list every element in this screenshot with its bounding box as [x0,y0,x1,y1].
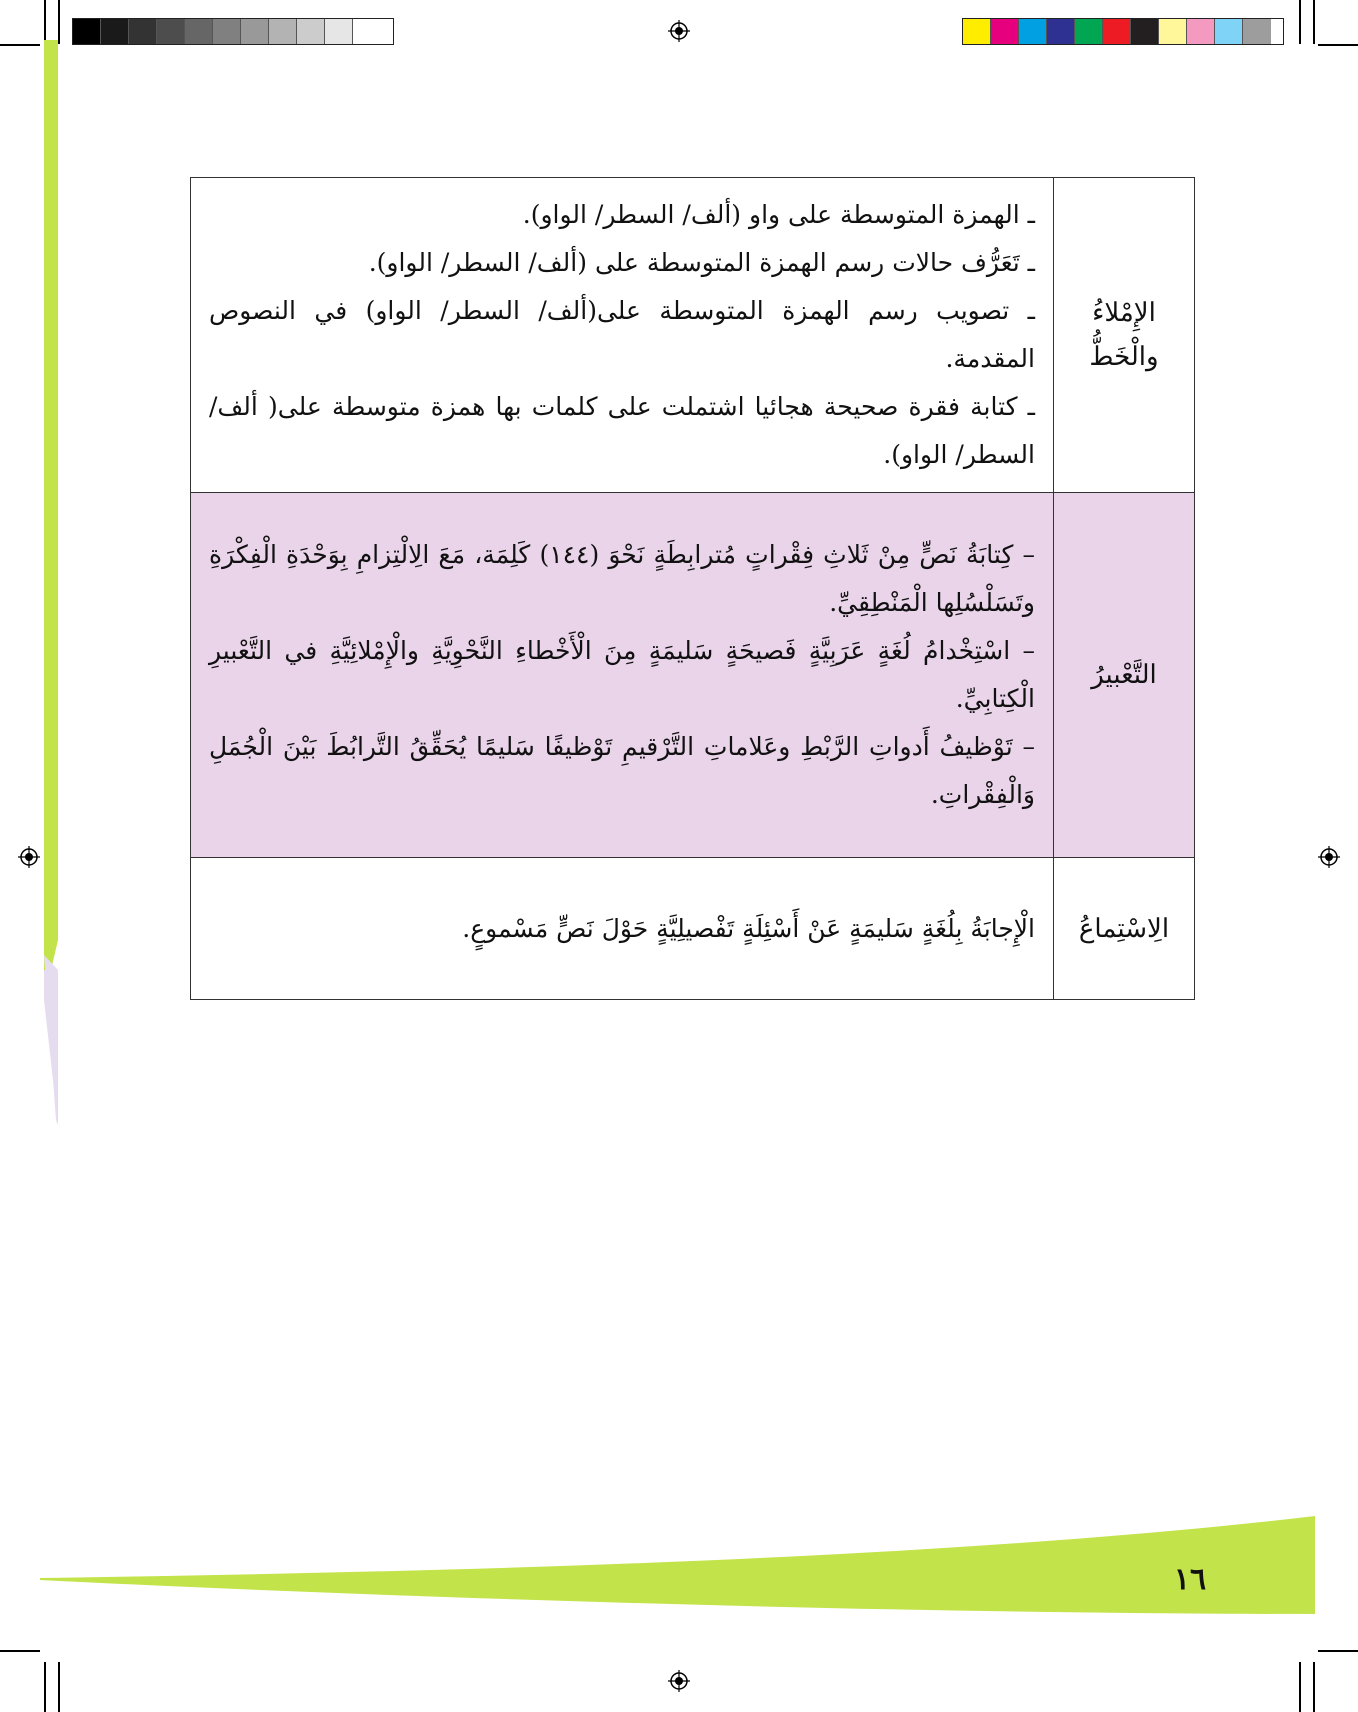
list-item: – كِتابَةُ نَصٍّ مِنْ ثَلاثِ فِقْراتٍ مُترابِطَةٍ نَحْوَ (١٤٤) كَلِمَة، مَعَ الِالْتِزامِ بِوَحْدَةِ الْفِكْرَةِ وتَسَلْسُلِها الْمَنْطِقِيِّ. [209,540,1035,617]
color-swatch [1019,19,1047,44]
content-cell [191,493,1054,858]
list-item: ـ تصويب رسم الهمزة المتوسطة على(ألف/ السطر/ الواو) في النصوص المقدمة. [209,296,1035,373]
list-item: ـ تَعَرُّف حالات رسم الهمزة المتوسطة على (ألف/ السطر/ الواو). [368,248,1035,277]
color-registration-bar [962,18,1284,45]
color-swatch [1243,19,1271,44]
table-row-spelling [191,178,1195,493]
registration-target-icon [1318,846,1340,868]
color-swatch [1131,19,1159,44]
skill-cell [1054,858,1195,1000]
gray-swatch [129,19,157,44]
crop-mark-bottom-left-h [0,1650,40,1652]
content-cell [191,858,1054,1000]
left-decorative-band [44,40,64,1130]
color-swatch [1047,19,1075,44]
gray-swatch [157,19,185,44]
list-item: – تَوْظيفُ أَدواتِ الرَّبْطِ وعَلاماتِ التَّرْقيمِ تَوْظيفًا سَليمًا يُحَقِّقُ التَّرابُطَ بَيْنَ الْجُمَلِ وَالْفِقْراتِ. [209,732,1035,809]
registration-target-icon [668,1670,690,1692]
crop-mark-top-left-v2 [58,0,60,44]
registration-target-icon [668,20,690,42]
gray-swatch [101,19,129,44]
crop-mark-bottom-right-v2 [1313,1662,1315,1712]
skill-label: والْخَطُّ [1089,342,1159,372]
crop-mark-top-right-v2 [1313,0,1315,44]
color-swatch [991,19,1019,44]
skill-label: الِاسْتِماعُ [1078,913,1170,944]
list-item: ـ كتابة فقرة صحيحة هجائيا اشتملت على كلمات بها همزة متوسطة على( ألف/ السطر/ الواو). [209,392,1035,469]
color-swatch [1103,19,1131,44]
page-number: ١٦ [1173,1562,1207,1597]
crop-mark-top-right-v [1299,0,1301,44]
list-item: الْإِجابَةُ بِلُغَةٍ سَليمَةٍ عَنْ أَسْئِلَةٍ تَفْصيلِيَّةٍ حَوْلَ نَصٍّ مَسْموعٍ. [462,913,1035,943]
gray-swatch [297,19,325,44]
gray-swatch [325,19,353,44]
color-swatch [963,19,991,44]
grayscale-registration-bar [72,18,394,45]
color-swatch [1215,19,1243,44]
table-row-listening [191,858,1195,1000]
footer-swoosh [40,1510,1320,1620]
registration-target-icon [18,846,40,868]
curriculum-table [190,177,1195,1000]
crop-mark-bottom-left-v [44,1662,46,1712]
crop-mark-top-left-v [44,0,46,44]
content-cell [191,178,1054,493]
list-item: – اسْتِخْدامُ لُغَةٍ عَرَبِيَّةٍ فَصيحَةٍ سَليمَةٍ مِنَ الْأَخْطاءِ النَّحْوِيَّةِ والْإِمْلائِيَّةِ في التَّعْبيرِ الْكِتابِيِّ. [209,636,1035,713]
crop-mark-top-right-h [1318,44,1358,46]
gray-swatch [185,19,213,44]
crop-mark-bottom-left-v2 [58,1662,60,1712]
skill-cell [1054,178,1195,493]
gray-swatch [269,19,297,44]
gray-swatch [241,19,269,44]
skill-label: التَّعْبيرُ [1091,660,1157,690]
gray-swatch [73,19,101,44]
gray-swatch [353,19,381,44]
table-row-expression [191,493,1195,858]
color-swatch [1075,19,1103,44]
gray-swatch [213,19,241,44]
color-swatch [1187,19,1215,44]
skill-label: الإِمْلاءُ [1092,298,1156,328]
color-swatch [1159,19,1187,44]
skill-cell [1054,493,1195,858]
crop-mark-bottom-right-h [1318,1650,1358,1652]
crop-mark-top-left-h [0,44,40,46]
crop-mark-bottom-right-v [1299,1662,1301,1712]
list-item: ـ الهمزة المتوسطة على واو (ألف/ السطر/ الواو). [522,200,1035,229]
